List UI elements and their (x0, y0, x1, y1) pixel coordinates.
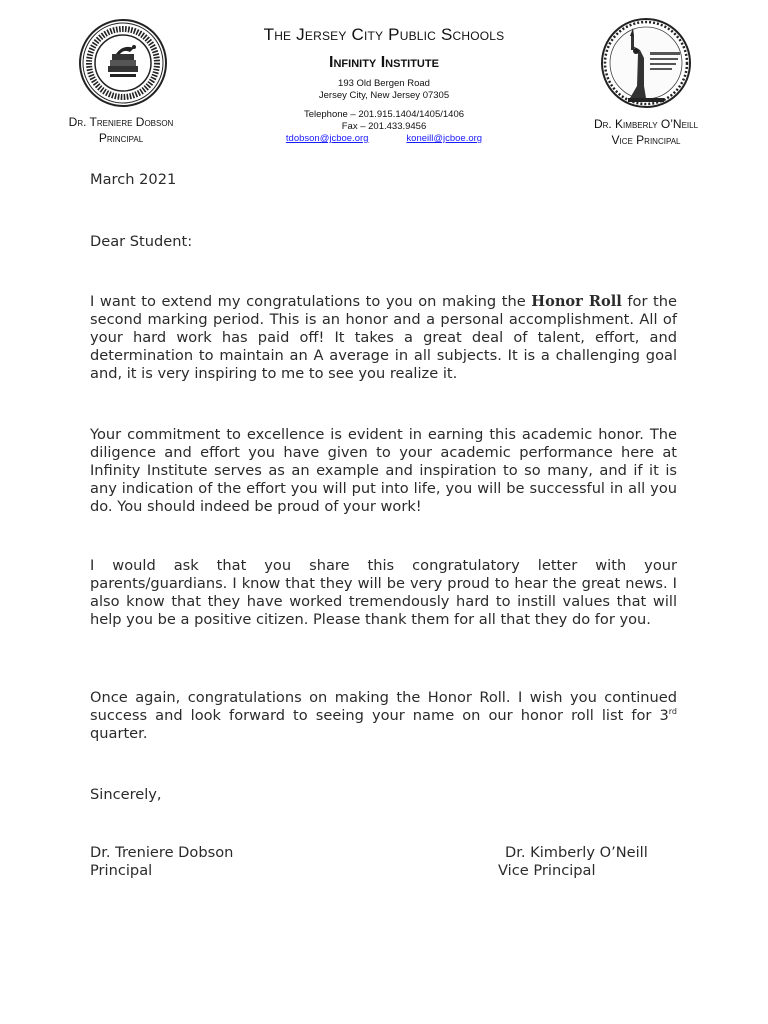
signature-principal-title: Principal (90, 862, 153, 879)
principal-email-link[interactable]: tdobson@jcboe.org (285, 133, 369, 144)
letter-date: March 2021 (90, 171, 177, 188)
letterhead-vice-principal-title: Vice Principal (611, 133, 681, 147)
letterhead (234, 24, 534, 145)
letterhead-principal (50, 114, 192, 146)
paragraph-2: Your commitment to excellence is evident in earning this academic honor. The diligence and effort you have given to your academic performance here at Infinity Institute serves as an example and inspiration to so many, and if it is any indication of the effort you will put into life, you will be successful in all you do. You should indeed be proud of your work! (90, 426, 677, 515)
signature-principal (90, 844, 233, 880)
address-line-1: 193 Old Bergen Road (338, 78, 430, 89)
paragraph-4-start: Once again, congratulations on making the Honor Roll. I wish you continued success and look forward to seeing your name on our honor roll list for 3 (90, 689, 677, 724)
vice-principal-email-link[interactable]: koneill@jcboe.org (406, 133, 483, 144)
paragraph-4 (90, 689, 677, 743)
paragraph-1 (90, 293, 677, 383)
paragraph-1-end: for the second marking period. This is an honor and a personal accomplishment. All of your hard work has paid off! It takes a great deal of talent, effort, and determination to maintain an A average in all subjects. It is a challenging goal and, it is very inspiring to me to see you realize it. (90, 293, 677, 382)
signature-vice-principal (498, 844, 648, 880)
salutation: Dear Student: (90, 233, 193, 250)
letterhead-vice-principal-name: Dr. Kimberly O’Neill (593, 117, 699, 131)
signature-principal-name: Dr. Treniere Dobson (90, 844, 234, 861)
institute-name: Infinity Institute (329, 54, 439, 71)
statue-of-liberty-seal-icon (600, 16, 692, 110)
honor-roll-emphasis: Honor Roll (531, 293, 622, 310)
paragraph-3: I would ask that you share this congratulatory letter with your parents/guardians. I know that they will be very proud to hear the great news. I also know that they have worked tremendously hard to instill values that will help you be a positive citizen. Please thank them for all that they do for you. (90, 557, 677, 628)
paragraph-4-end: quarter. (90, 725, 148, 742)
board-of-education-seal-icon (78, 18, 168, 108)
fax: Fax – 201.433.9456 (341, 121, 427, 132)
signature-vice-principal-title: Vice Principal (498, 862, 596, 879)
signature-vice-principal-name: Dr. Kimberly O’Neill (505, 844, 648, 861)
ordinal-suffix: rd (668, 707, 677, 716)
letterhead-vice-principal (574, 116, 718, 148)
closing: Sincerely, (90, 786, 162, 803)
address-line-2: Jersey City, New Jersey 07305 (318, 90, 450, 101)
letterhead-principal-name: Dr. Treniere Dobson (68, 115, 174, 129)
paragraph-1-start: I want to extend my congratulations to you on making the (90, 293, 532, 310)
school-name: The Jersey City Public Schools (263, 25, 505, 44)
telephone: Telephone – 201.915.1404/1405/1406 (303, 109, 465, 120)
letterhead-principal-title: Principal (98, 131, 144, 145)
email-links (234, 133, 534, 145)
